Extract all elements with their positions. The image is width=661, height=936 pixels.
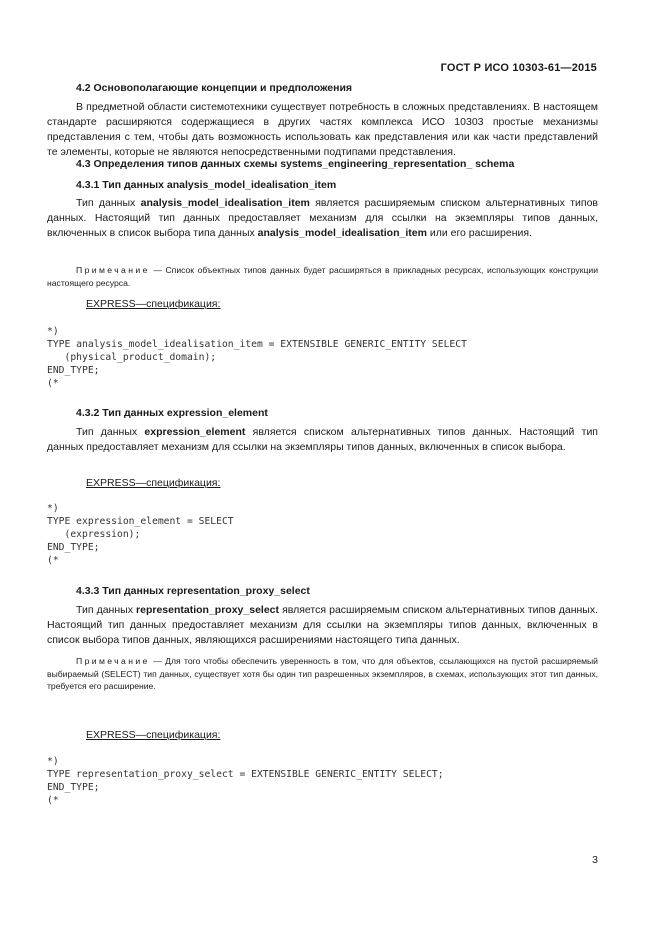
note-4-3-1: Примечание — Список объектных типов данных будет расширяться в прикладных ресурсах, использующих конструкции настоящего ресурса.: [47, 265, 598, 288]
express-code-block: *) TYPE analysis_model_idealisation_item = EXTENSIBLE GENERIC_ENTITY SELECT (physical_product_domain); END_TYPE; (*: [47, 326, 467, 389]
type-name: analysis_model_idealisation_item: [257, 227, 427, 239]
type-name: representation_proxy_select: [136, 604, 280, 616]
type-name: analysis_model_idealisation_item: [140, 197, 310, 209]
express-spec-label: EXPRESS—спецификация:: [86, 477, 221, 489]
paragraph-4-3-2: Тип данных expression_element является списком альтернативных типов данных. Настоящий тип данных предоставляет механизм для ссылки на экземпляры типов данных, включенных в список выбора.: [47, 426, 598, 453]
paragraph-4-3-1: Тип данных analysis_model_idealisation_item является расширяемым списком альтернативных типов данных. Настоящий тип данных предоставляет механизм для ссылки на экземпляры типов данных, включенных в список выбора типа данных analysis_model_idealisation_item или его расширения.: [47, 197, 598, 239]
express-code-block: *) TYPE representation_proxy_select = EXTENSIBLE GENERIC_ENTITY SELECT; END_TYPE; (*: [47, 756, 444, 806]
heading-4-3-1: 4.3.1 Тип данных analysis_model_idealisation_item: [76, 179, 337, 191]
note-label: Примечание: [76, 656, 150, 666]
note-4-3-3: Примечание — Для того чтобы обеспечить уверенность в том, что для объектов, ссылающихся на пустой расширяемый выбираемый (SELECT) тип данных, существует хотя бы один тип разрешенных экземпляров, в схемах, использующих этот тип данных, требуется его расширение.: [47, 656, 598, 691]
heading-4-2: 4.2 Основополагающие концепции и предположения: [76, 82, 353, 94]
heading-4-3: 4.3 Определения типов данных схемы systems_engineering_representation_ schema: [76, 158, 515, 170]
page-number: 3: [592, 854, 598, 866]
type-name: expression_element: [144, 426, 246, 438]
heading-4-3-3: 4.3.3 Тип данных representation_proxy_select: [76, 585, 310, 597]
paragraph-4-3-3: Тип данных representation_proxy_select является расширяемым списком альтернативных типов данных. Настоящий тип данных предоставляет механизм для ссылки на экземпляры типов данных, включенных в список выбора типов данных, являющихся расширениями настоящего типа данных.: [47, 604, 599, 646]
heading-4-3-2: 4.3.2 Тип данных expression_element: [76, 407, 268, 419]
express-code-block: *) TYPE expression_element = SELECT (expression); END_TYPE; (*: [47, 503, 234, 566]
express-spec-label: EXPRESS—спецификация:: [86, 729, 221, 741]
standard-designation: ГОСТ Р ИСО 10303-61—2015: [440, 62, 597, 74]
paragraph-4-2: В предметной области системотехники существует потребность в сложных представлениях. В настоящем стандарте расширяются содержащиеся в других частях комплекса ИСО 10303 простые механизмы представления с тем, чтобы дать возможность использовать как представления или как части представлений те элементы, которые не являются непосредственными подтипами представления.: [47, 101, 598, 158]
note-label: Примечание: [76, 265, 150, 275]
express-spec-label: EXPRESS—спецификация:: [86, 298, 221, 310]
